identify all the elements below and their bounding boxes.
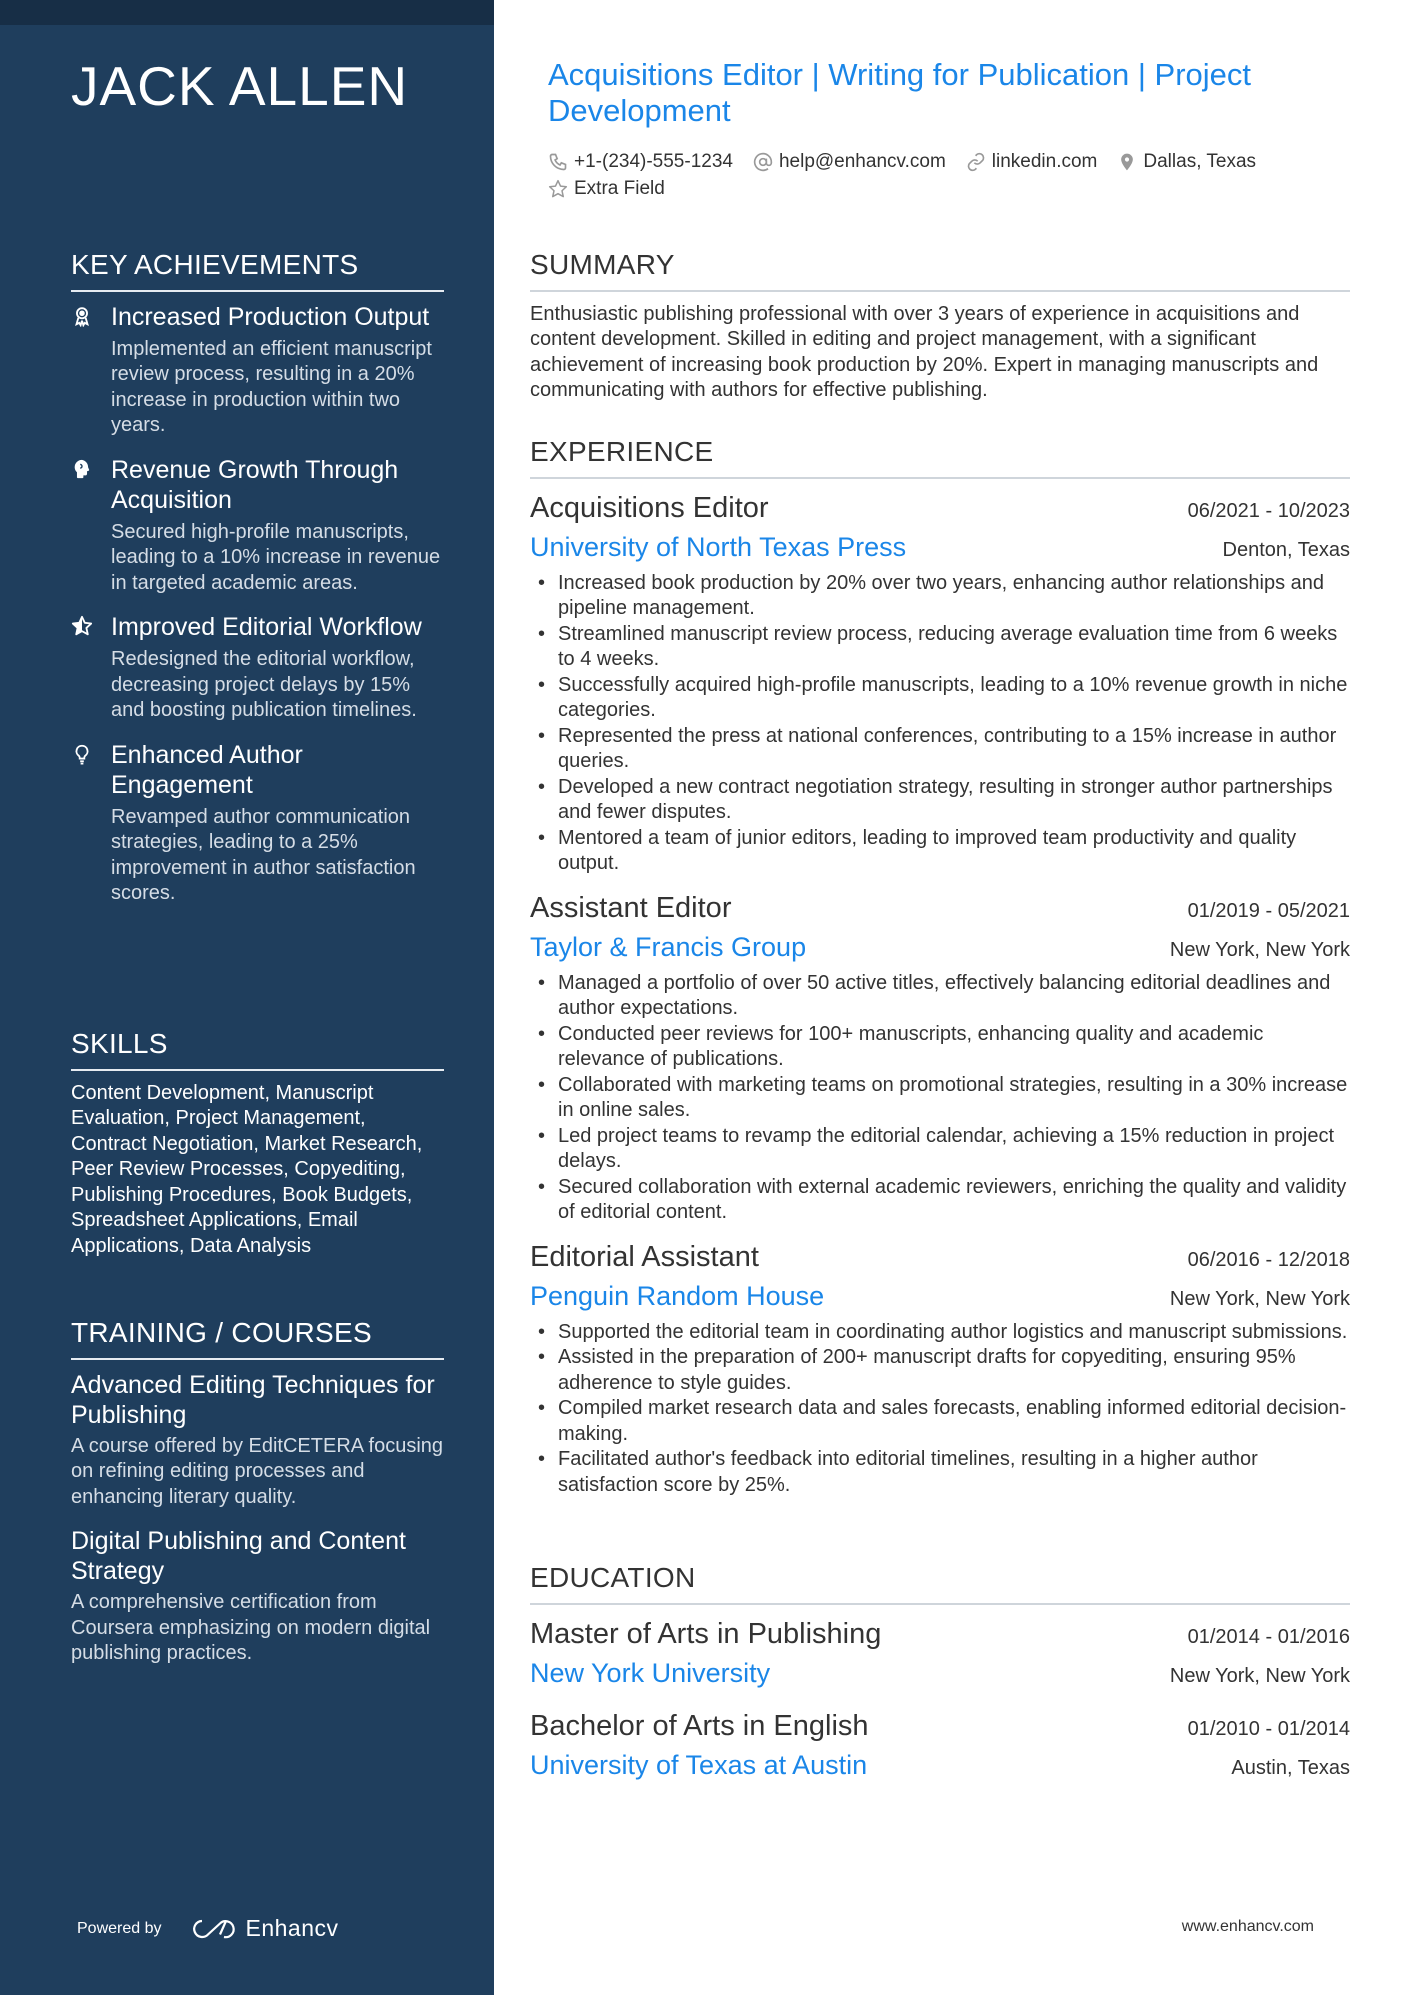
powered-by-label: Powered by [77, 1919, 162, 1937]
education-heading: EDUCATION [530, 1561, 1350, 1605]
job-bullets [530, 571, 1350, 877]
education-degree: Bachelor of Arts in English [530, 1709, 869, 1742]
contact-location [1117, 148, 1256, 175]
key-achievements-section [71, 248, 444, 923]
job-bullet: • Streamlined manuscript review process, reducing average evaluation time from 6 weeks to 4 weeks. [558, 622, 1350, 673]
job-bullets [530, 1320, 1350, 1499]
achievement-desc: Redesigned the editorial workflow, decreasing project delays by 15% and boosting publication timelines. [111, 648, 417, 722]
course-item [71, 1370, 444, 1511]
education-degree: Master of Arts in Publishing [530, 1617, 882, 1650]
main-content [494, 0, 1410, 1995]
job-location: New York, New York [1169, 1287, 1350, 1310]
contact-extra [548, 175, 665, 202]
achievement-item [71, 612, 444, 724]
job-bullet: • Led project teams to revamp the editorial calendar, achieving a 15% reduction in project delays. [558, 1124, 1350, 1175]
achievement-item [71, 740, 444, 907]
job-location: Denton, Texas [1222, 538, 1350, 561]
achievement-title: Revenue Growth Through Acquisition [111, 455, 399, 514]
link-icon [966, 152, 986, 172]
sidebar [0, 0, 494, 1995]
contact-location-text: Dallas, Texas [1143, 151, 1257, 172]
achievement-desc: Implemented an efficient manuscript review process, resulting in a 20% increase in production within two years. [111, 337, 432, 437]
achievement-item [71, 302, 444, 439]
job-title: Acquisitions Editor [530, 491, 769, 524]
job-bullet: • Represented the press at national conferences, contributing to a 15% increase in author queries. [558, 724, 1350, 775]
powered-by [77, 1915, 339, 1942]
contact-email-text: help@enhancv.com [778, 151, 946, 172]
phone-icon [548, 152, 568, 172]
job-bullet: • Compiled market research data and sales forecasts, enabling informed editorial decision-making. [558, 1396, 1350, 1447]
job-dates: 06/2016 - 12/2018 [1187, 1248, 1350, 1271]
job-location: New York, New York [1169, 938, 1350, 961]
job-bullet: • Assisted in the preparation of 200+ manuscript drafts for copyediting, ensuring 95% adherence to style guides. [558, 1345, 1350, 1396]
job-title: Assistant Editor [530, 891, 732, 924]
job-title: Editorial Assistant [530, 1240, 759, 1273]
training-section [71, 1316, 444, 1683]
skills-heading: SKILLS [71, 1027, 444, 1071]
contact-linkedin[interactable] [966, 148, 1098, 175]
job-dates: 01/2019 - 05/2021 [1187, 899, 1350, 922]
summary-heading: SUMMARY [530, 248, 1350, 292]
achievement-desc: Secured high-profile manuscripts, leading to a 10% increase in revenue in targeted academic areas. [111, 520, 441, 594]
course-item [71, 1526, 444, 1667]
summary-text: Enthusiastic publishing professional with over 3 years of experience in acquisitions and content development. Skilled in editing and project management, with a significant achievement of increasing book production by 20%. Expert in managing manuscripts and communicating with authors for effective publishing. [530, 302, 1319, 402]
achievement-title: Enhanced Author Engagement [111, 740, 303, 799]
job-bullet: • Increased book production by 20% over two years, enhancing author relationships and pipeline management. [558, 571, 1350, 622]
job-bullet: • Secured collaboration with external academic reviewers, enriching the quality and validity of editorial content. [558, 1175, 1350, 1226]
brain-icon [71, 455, 111, 597]
contact-phone-text: +1-(234)-555-1234 [574, 151, 733, 172]
enhancv-logo[interactable] [190, 1915, 339, 1942]
enhancv-brand: Enhancv [245, 1915, 339, 1941]
enhancv-logo-icon [190, 1917, 236, 1941]
achievement-title: Increased Production Output [111, 302, 430, 331]
experience-heading: EXPERIENCE [530, 435, 1350, 479]
star-half-icon [71, 612, 111, 724]
achievement-desc: Revamped author communication strategies, leading to a 25% improvement in author satisfaction scores. [111, 805, 416, 905]
job-bullet: • Managed a portfolio of over 50 active titles, effectively balancing editorial deadlines and author expectations. [558, 971, 1350, 1022]
at-icon [753, 152, 773, 172]
contact-email[interactable] [753, 148, 946, 175]
job-bullet: • Conducted peer reviews for 100+ manuscripts, enhancing quality and academic relevance of publications. [558, 1022, 1350, 1073]
candidate-name: JACK ALLEN [71, 55, 409, 117]
education-location: New York, New York [1169, 1664, 1350, 1687]
experience-section [530, 435, 1350, 1510]
job-bullet: • Mentored a team of junior editors, leading to improved team productivity and quality output. [558, 826, 1350, 877]
contact-phone[interactable] [548, 148, 733, 175]
education-location: Austin, Texas [1231, 1756, 1350, 1779]
training-heading: TRAINING / COURSES [71, 1316, 444, 1360]
location-icon [1117, 152, 1137, 172]
lightbulb-icon [71, 740, 111, 907]
contact-info [548, 148, 1368, 202]
education-school: University of Texas at Austin [530, 1749, 868, 1780]
job-bullets [530, 971, 1350, 1226]
job-entry [530, 889, 1350, 1226]
course-title: Digital Publishing and Content Strategy [71, 1527, 406, 1586]
contact-extra-text: Extra Field [574, 178, 665, 199]
headline: Acquisitions Editor | Writing for Publication | Project Development [548, 57, 1251, 128]
course-desc: A course offered by EditCETERA focusing on refining editing processes and enhancing literary quality. [71, 1434, 444, 1508]
job-entry [530, 489, 1350, 877]
website-link[interactable]: www.enhancv.com [1181, 1918, 1314, 1935]
education-school: New York University [530, 1657, 771, 1688]
job-company: Taylor & Francis Group [530, 931, 807, 962]
education-entry [530, 1707, 1350, 1785]
course-title: Advanced Editing Techniques for Publishing [71, 1370, 435, 1429]
job-bullet: • Developed a new contract negotiation strategy, resulting in stronger author partnerships and fewer disputes. [558, 775, 1350, 826]
job-bullet: • Collaborated with marketing teams on promotional strategies, resulting in a 30% increase in online sales. [558, 1073, 1350, 1124]
skills-list: Content Development, Manuscript Evaluation, Project Management, Contract Negotiation, Market Research, Peer Review Processes, Copyediting, Publishing Procedures, Book Budgets, Spreadsheet Applications, Email Applications, Data Analysis [71, 1081, 423, 1257]
contact-linkedin-text: linkedin.com [991, 151, 1098, 172]
course-desc: A comprehensive certification from Coursera emphasizing on modern digital publishing practices. [71, 1591, 431, 1665]
education-section [530, 1561, 1350, 1799]
sidebar-top-strip [0, 0, 494, 25]
achievement-title: Improved Editorial Workflow [111, 613, 422, 642]
job-dates: 06/2021 - 10/2023 [1187, 499, 1350, 522]
education-entry [530, 1615, 1350, 1693]
education-dates: 01/2010 - 01/2014 [1187, 1717, 1350, 1740]
job-bullet: • Supported the editorial team in coordinating author logistics and manuscript submissions. [558, 1320, 1350, 1346]
star-icon [548, 179, 568, 199]
achievement-item [71, 455, 444, 597]
summary-section [530, 248, 1350, 404]
job-company: Penguin Random House [530, 1280, 825, 1311]
key-achievements-heading: KEY ACHIEVEMENTS [71, 248, 444, 292]
skills-section [71, 1027, 444, 1259]
job-company: University of North Texas Press [530, 531, 907, 562]
job-bullet: • Facilitated author's feedback into editorial timelines, resulting in a higher author satisfaction score by 25%. [558, 1447, 1350, 1498]
job-entry [530, 1238, 1350, 1499]
education-dates: 01/2014 - 01/2016 [1187, 1625, 1350, 1648]
award-icon [71, 302, 111, 439]
job-bullet: • Successfully acquired high-profile manuscripts, leading to a 10% revenue growth in niche categories. [558, 673, 1350, 724]
